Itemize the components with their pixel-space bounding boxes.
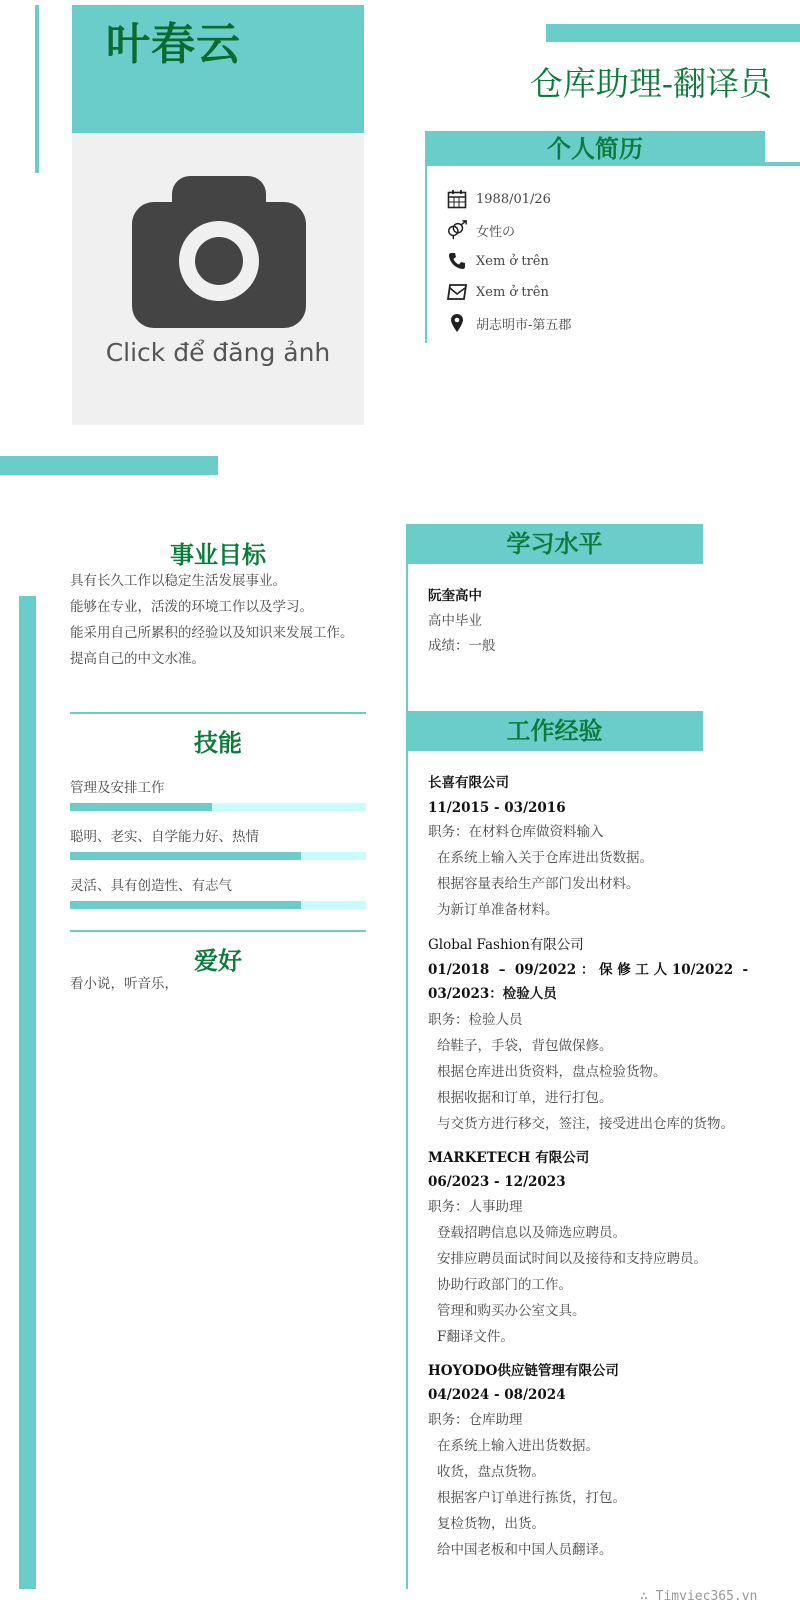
job-task: 根据容量表给生产部门发出材料。 [437, 876, 640, 892]
objective-line: 提高自己的中文水准。 [70, 651, 205, 667]
job-task: F翻译文件。 [437, 1329, 514, 1345]
personal-divider [425, 166, 427, 343]
job-role: 职务：仓库助理 [428, 1412, 523, 1428]
objective-text[interactable] [70, 568, 366, 672]
job-task: 为新订单准备材料。 [437, 902, 559, 918]
calendar-icon [446, 188, 468, 210]
skills-title: 技能 [194, 728, 242, 757]
job-task: 根据客户订单进行拣货，打包。 [437, 1490, 626, 1506]
job-task: 登载招聘信息以及筛选应聘员。 [437, 1225, 626, 1241]
job-company[interactable]: 长喜有限公司 [428, 775, 509, 791]
right-column-divider [406, 525, 408, 1589]
phone-row[interactable] [446, 249, 549, 273]
email-row[interactable] [446, 280, 549, 304]
skill-bar [70, 852, 366, 860]
birthdate-value: 1988/01/26 [476, 191, 551, 207]
photo-upload-caption[interactable]: Click để đăng ảnh [105, 338, 331, 367]
section-divider [70, 930, 366, 932]
job-task: 管理和购买办公室文具。 [437, 1303, 586, 1319]
skill-bar-fill [70, 901, 301, 909]
job-period: 11/2015 - 03/2016 [428, 800, 566, 816]
candidate-name[interactable]: 叶春云 [106, 19, 241, 70]
skill-label[interactable]: 聪明、老实、自学能力好、热情 [70, 829, 259, 845]
hobbies-text[interactable]: 看小说，听音乐， [70, 976, 178, 992]
phone-value: Xem ở trên [476, 253, 549, 269]
skill-bar [70, 901, 366, 909]
job-task: 给鞋子，手袋，背包做保修。 [437, 1038, 613, 1054]
decor-bar-left-long [19, 596, 36, 1589]
job-task: 复检货物，出货。 [437, 1516, 545, 1532]
gender-row[interactable] [446, 218, 515, 242]
birthdate-row[interactable] [446, 187, 551, 211]
camera-icon[interactable] [132, 176, 306, 328]
objective-title: 事业目标 [170, 540, 266, 569]
address-row[interactable] [446, 311, 571, 335]
job-period: 04/2024 - 08/2024 [428, 1387, 566, 1403]
experience-title: 工作经验 [406, 711, 703, 751]
job-period-continued: 03/2023：检验人员 [428, 986, 557, 1002]
job-task: 协助行政部门的工作。 [437, 1277, 572, 1293]
education-school[interactable]: 阮奎高中 [428, 588, 482, 604]
skill-label[interactable]: 管理及安排工作 [70, 780, 165, 796]
skill-bar-fill [70, 852, 301, 860]
decor-bar-left-middle [0, 456, 218, 475]
job-task: 在系统上输入关于仓库进出货数据。 [437, 850, 653, 866]
job-period: 06/2023 - 12/2023 [428, 1174, 566, 1190]
job-role: 职务：人事助理 [428, 1199, 523, 1215]
job-task: 安排应聘员面试时间以及接待和支持应聘员。 [437, 1251, 707, 1267]
education-grade: 成绩：一般 [428, 638, 496, 654]
objective-line: 能采用自己所累积的经验以及知识来发展工作。 [70, 625, 354, 641]
address-value: 胡志明市-第五郡 [476, 317, 572, 333]
job-company[interactable]: HOYODO供应链管理有限公司 [428, 1363, 619, 1379]
job-task: 在系统上输入进出货数据。 [437, 1438, 599, 1454]
email-value: Xem ở trên [476, 284, 549, 300]
skill-bar [70, 803, 366, 811]
job-role: 职务：在材料仓库做资料输入 [428, 824, 604, 840]
job-task: 与交货方进行移交，签注，接受进出仓库的货物。 [437, 1116, 734, 1132]
decor-bar-top-right [546, 24, 800, 42]
job-period: 01/2018 – 09/2022 ： 保 修 工 人 10/2022 - [428, 962, 749, 978]
education-degree: 高中毕业 [428, 613, 482, 629]
job-task: 收货，盘点货物。 [437, 1464, 545, 1480]
hobbies-title: 爱好 [194, 946, 242, 975]
personal-header-tail [765, 162, 800, 166]
job-task: 根据仓库进出货资料，盘点检验货物。 [437, 1064, 667, 1080]
skill-bar-fill [70, 803, 212, 811]
objective-line: 具有长久工作以稳定生活发展事业。 [70, 573, 286, 589]
gender-value: 女性の [476, 224, 516, 240]
education-title: 学习水平 [406, 524, 703, 564]
job-company[interactable]: MARKETECH 有限公司 [428, 1150, 590, 1166]
watermark[interactable]: ∴ Timviec365.vn [640, 1589, 758, 1604]
personal-section-title: 个人简历 [547, 134, 643, 163]
job-task: 根据收据和订单，进行打包。 [437, 1090, 613, 1106]
gender-icon [446, 219, 468, 241]
job-task: 给中国老板和中国人员翻译。 [437, 1542, 613, 1558]
email-icon [446, 281, 468, 303]
phone-icon [446, 250, 468, 272]
skill-label[interactable]: 灵活、具有创造性、有志气 [70, 878, 232, 894]
job-title[interactable]: 仓库助理-翻译员 [529, 64, 772, 103]
section-divider [70, 712, 366, 714]
job-company[interactable]: Global Fashion有限公司 [428, 937, 584, 953]
objective-line: 能够在专业，活泼的环境工作以及学习。 [70, 599, 313, 615]
job-role: 职务：检验人员 [428, 1012, 523, 1028]
decor-bar-left-top [35, 5, 39, 173]
location-pin-icon [446, 312, 468, 334]
